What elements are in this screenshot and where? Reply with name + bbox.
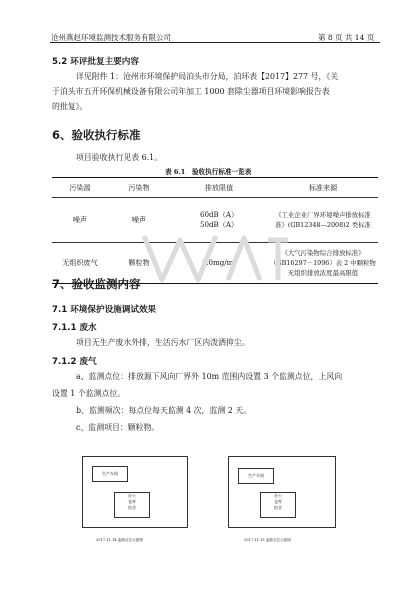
table-caption: 表 6.1 验收执行标准一览表 (165, 168, 252, 176)
cell-source: 无组织废气 (52, 243, 108, 284)
office-block (260, 492, 296, 518)
monitoring-points-line-1: a、监测点位：排放源下风向厂界外 10m 范围内设置 3 个监测点位，上风向 (76, 372, 343, 381)
monitoring-items: c、监测项目：颗粒物。 (76, 423, 160, 432)
section-5-2-title: 5.2 环评批复主要内容 (52, 57, 139, 67)
dorm-label: 宿舍 (274, 505, 282, 510)
diagram-caption: 2017.11.14 监测点位示意图 (96, 538, 143, 542)
workshop-label: 生产车间 (102, 471, 118, 476)
office-label: 办公 (128, 493, 136, 498)
header-rule (50, 42, 380, 43)
warehouse-label: 仓库 (128, 499, 136, 504)
limit-day: 60dB（A） (199, 210, 239, 219)
standard-line: 准》(GB12348—2008)2 类标准 (275, 221, 371, 229)
limit-night: 50dB（A） (199, 220, 239, 229)
cell-pollutant: 噪声 (108, 198, 170, 243)
dorm-label: 宿舍 (128, 505, 136, 510)
s52-line-3: 的批复》。 (52, 102, 88, 111)
monitoring-frequency: b、监测频次：每点位每天监测 4 次，监测 2 天。 (76, 406, 252, 415)
workshop-box (238, 468, 274, 484)
warehouse-label: 仓库 (274, 499, 282, 504)
col-header-limit: 排放限值 (170, 178, 268, 198)
wastewater-text: 项目无生产废水外排，生活污水厂区内泼洒抑尘。 (76, 338, 250, 347)
workshop-label: 生产车间 (248, 473, 264, 478)
office-label: 办公 (274, 493, 282, 498)
cell-limit: 1.0mg/m³ (170, 243, 268, 284)
standard-line: 无组织排放浓度最高限值 (287, 269, 359, 277)
s52-line-2: 于泊头市五开环保机械设备有限公司年加工 1000 套除尘器项目环境影响报告表 (52, 87, 330, 96)
diagram-caption: 2017.11.15 监测点位示意图 (244, 538, 291, 542)
standard-line: 《工业企业厂界环境噪声排放标准 (275, 211, 371, 219)
section-7-1-1-title: 7.1.1 废水 (52, 323, 97, 333)
section-7-1-title: 7.1 环境保护设施调试效果 (52, 305, 157, 315)
header-company: 沧州燕赵环境监测技术服务有限公司 (51, 33, 171, 42)
standard-line: 《大气污染物综合排放标准》 (281, 249, 365, 257)
monitoring-diagram-left (74, 448, 194, 554)
workshop-box (92, 466, 128, 482)
monitoring-points-line-2: 设置 1 个监测点位。 (52, 389, 126, 398)
col-header-standard: 标准来源 (268, 178, 378, 198)
col-header-pollutant: 污染物 (108, 178, 170, 198)
s6-intro: 项目验收执行见表 6.1。 (76, 153, 163, 162)
header-page-number: 第 8 页 共 14 页 (318, 33, 375, 42)
table-header-row (52, 178, 378, 198)
col-header-source: 污染源 (52, 178, 108, 198)
s52-line-1: 详见附件 1：沧州市环境保护局泊头市分局，泊环表【2017】277 号，《关 (76, 72, 339, 81)
standard-line: （GB16297－1996）表 2 中颗粒物 (270, 259, 376, 267)
section-7-title: 7、验收监测内容 (52, 277, 141, 291)
watermark-graphic (140, 228, 290, 288)
cell-source: 噪声 (52, 198, 108, 243)
office-block (114, 492, 150, 518)
section-6-title: 6、验收执行标准 (52, 128, 141, 142)
section-7-1-2-title: 7.1.2 废气 (52, 357, 97, 367)
cell-pollutant: 颗粒物 (108, 243, 170, 284)
monitoring-diagram-right (222, 448, 342, 554)
